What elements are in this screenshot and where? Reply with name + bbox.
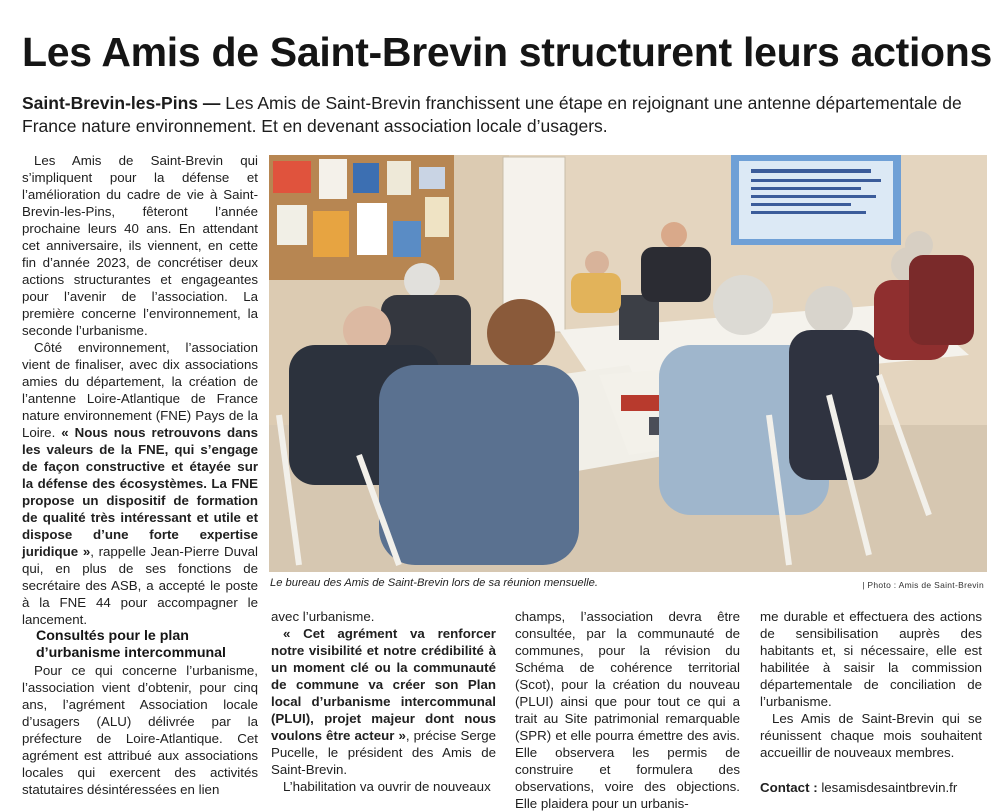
col2-p2-end: , précise Serge Pucelle, le président des Amis de Saint-Brevin. [271,728,496,777]
article-lead [22,92,982,138]
column-4 [760,608,982,796]
contact-line [760,779,982,796]
col1-paragraph-3: Pour ce qui concerne l’urbanisme, l’association vient d’obtenir, pour cinq ans, l’agrément Association locale d’usagers (ALU) délivrée par la préfecture de Loire-Atlantique. Cet agrément est attribué aux associations locales qui exercent des activités statutaires désintéressées en lien [22,663,258,797]
contact-link[interactable]: lesamisdesaintbrevin.fr [817,780,958,795]
column-1 [22,152,258,798]
col1-p2-quote: « Nous nous retrouvons dans les valeurs de la FNE, qui s’engage de façon constructive et étayée sur la défense des écosystèmes. La FNE propose un dispositif de formation de qualité très intéressant et utile et dispose d’une forte expertise juridique » [22,425,258,559]
contact-label: Contact : [760,780,818,795]
col2-p2-quote: « Cet agrément va renforcer notre visibilité et notre crédibilité à un moment clé ou la communauté de commune va créer son Plan local d’urbanisme intercommunal (PLUI), projet majeur dont nous voulons être acteur » [271,626,496,743]
col1-p2-end: , rappelle Jean-Pierre Duval qui, en plus de ses fonctions de secrétaire des ASB, a accepté le poste à la FNE 44 pour accompagner le lancement. [22,544,258,627]
lead-location: Saint-Brevin-les-Pins — [22,93,221,113]
col1-paragraph-1: Les Amis de Saint-Brevin qui s’impliquent pour la défense et l’amélioration du cadre de vie à Saint-Brevin-les-Pins, fêteront l’année prochaine leurs 40 ans. En attendant cet anniversaire, ils viennent, en cette fin d’année 2023, de concrétiser deux actions structurantes et engageantes pour l’avenir de l’association. La première concerne l’environnement, la seconde l’urbanisme. [22,153,258,338]
column-3 [515,608,740,812]
col2-paragraph-3: L’habilitation va ouvrir de nouveaux [283,779,491,794]
col2-paragraph-2 [271,625,496,778]
col1-paragraph-2 [22,339,258,628]
article-photo [269,155,987,572]
col3-paragraph-1: champs, l’association devra être consultée, par la communauté de communes, pour la révision du Schéma de cohérence territorial (Scot), pour la création du nouveau (PLUI) ainsi que pour tout ce qui a trait au Site patrimonial remarquable (SPR) et elle pourra émettre des avis. Elle observera les permis de construire et formulera des observations, voire des objections. Elle plaidera pour un urbanis- [515,609,740,811]
article-headline: Les Amis de Saint-Brevin structurent leurs actions [22,29,993,75]
col1-p2-text: Côté environnement, l’association vient de finaliser, avec dix associations amies du département, la création de l’antenne Loire-Atlantique de France nature environnement (FNE) Pays de la Loire. [22,340,258,440]
cork-board [269,155,454,280]
col4-paragraph-2: Les Amis de Saint-Brevin qui se réunissent chaque mois souhaitent accueillir de nouveaux membres. [760,711,982,760]
meeting-photo-illustration [269,155,987,572]
col2-paragraph-1: avec l’urbanisme. [271,609,375,624]
lead-text: Les Amis de Saint-Brevin franchissent une étape en rejoignant une antenne départementale de France nature environnement. Et en devenant association locale d’usagers. [22,93,962,136]
photo-caption: Le bureau des Amis de Saint-Brevin lors de sa réunion mensuelle. [270,577,598,589]
section-subhead: Consultés pour le plan d’urbanisme intercommunal [36,628,226,661]
column-2 [271,608,496,795]
photo-credit: | Photo : Amis de Saint-Brevin [862,580,984,590]
col4-paragraph-1: me durable et effectuera des actions de sensibilisation auprès des habitants et, si nécessaire, elle est habilitée à saisir la commission départementale de conciliation de l’urbanisme. [760,609,982,709]
